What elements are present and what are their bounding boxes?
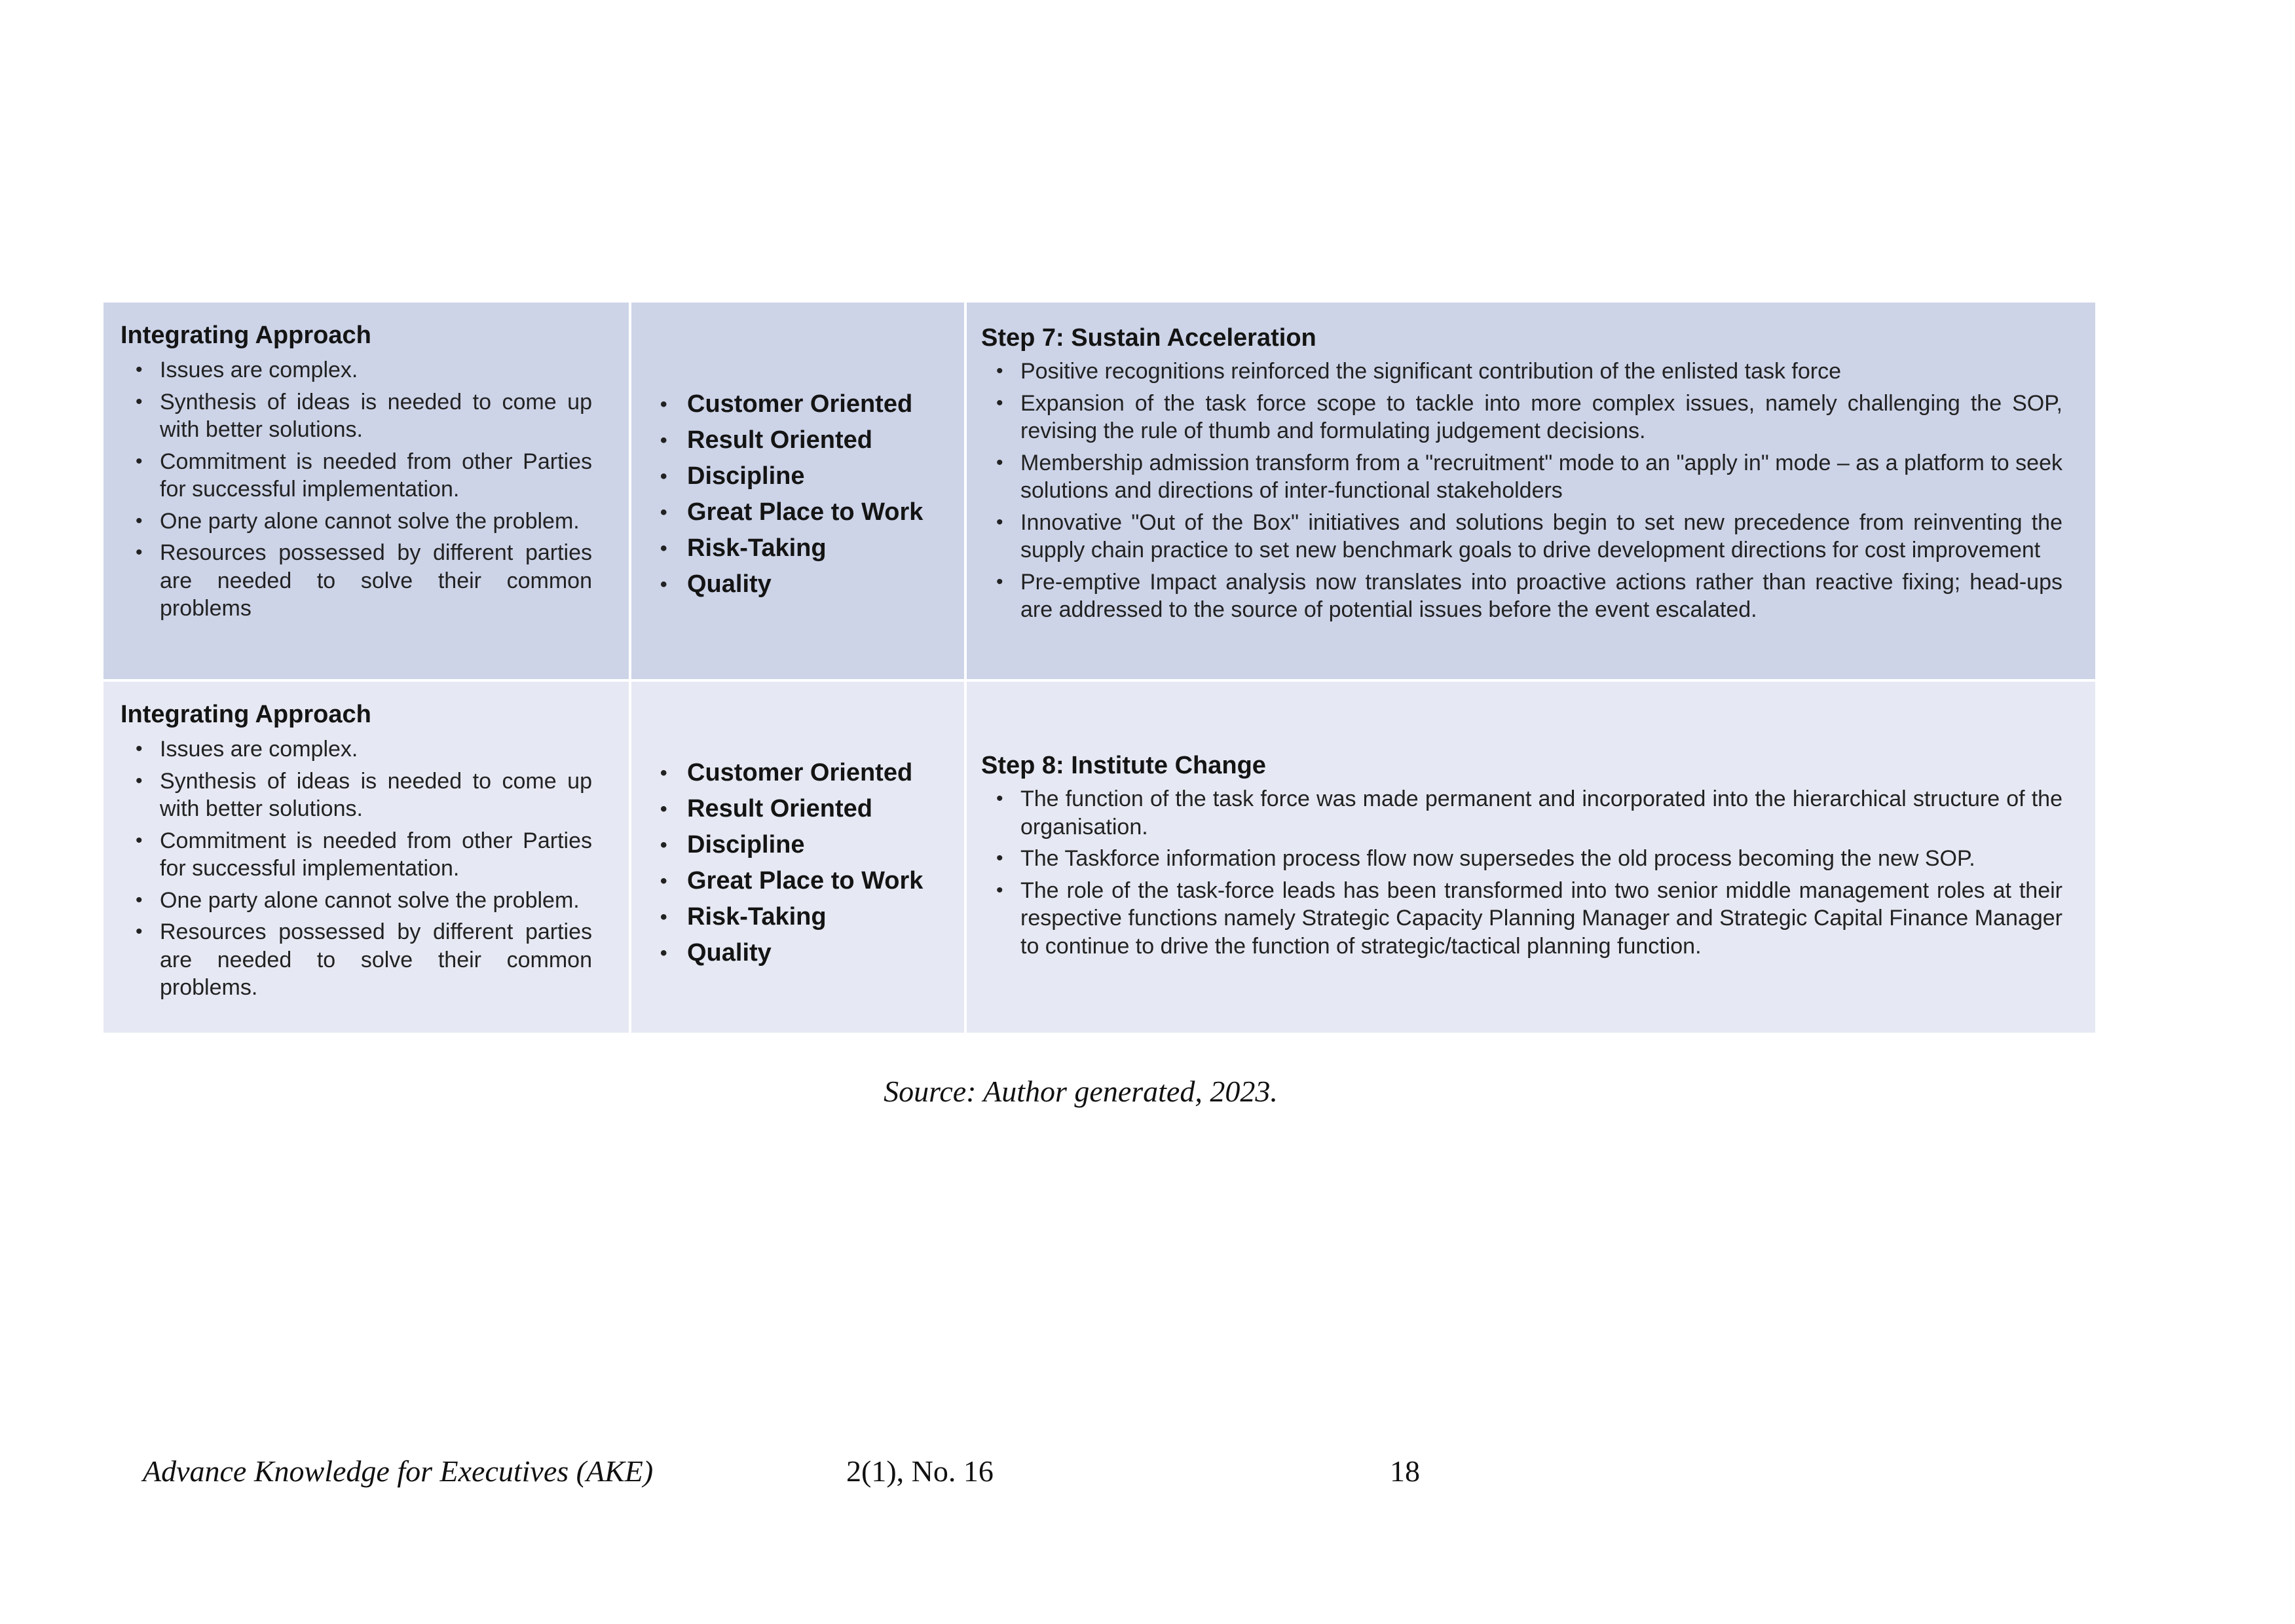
- row1-value-item: • Discipline: [651, 458, 923, 494]
- row2-approach-list: [121, 735, 592, 1002]
- row1-step-bullet: • Membership admission transform from a "recruitment" mode to an "apply in" mode – as a platform to seek solutions and directions of inter-functional stakeholders: [981, 449, 2062, 505]
- row1-step-bullet: • Pre-emptive Impact analysis now translates into proactive actions rather than reactive fixing; head-ups are addressed to the source of potential issues before the event escalated.: [981, 568, 2062, 624]
- row2-value-item: • Discipline: [651, 827, 923, 863]
- row1-approach-heading: Integrating Approach: [121, 322, 371, 349]
- framework-table: [103, 303, 2095, 1033]
- row2-values-cell: [631, 682, 967, 1033]
- row2-approach-heading: Integrating Approach: [121, 701, 371, 728]
- row2-step-bullet: • The role of the task-force leads has been transformed into two senior middle management roles at their respective functions namely Strategic Capacity Planning Manager and Strategic Capital Finance Manager to continue to drive the function of strategic/tactical planning function.: [981, 877, 2062, 961]
- row2-value-item: • Risk-Taking: [651, 899, 923, 935]
- row2-approach-bullet: • Issues are complex.: [121, 735, 592, 764]
- row1-approach-bullet: • Synthesis of ideas is needed to come up with better solutions.: [121, 388, 592, 444]
- row1-step-list: [981, 358, 2062, 624]
- row2-step-bullet: • The function of the task force was made permanent and incorporated into the hierarchical structure of the organisation.: [981, 785, 2062, 841]
- row2-value-item: • Result Oriented: [651, 791, 923, 827]
- row2-approach-bullet: • Synthesis of ideas is needed to come up with better solutions.: [121, 767, 592, 823]
- row2-value-item: • Customer Oriented: [651, 755, 923, 791]
- row1-step-cell: [967, 303, 2095, 682]
- row1-value-item: • Great Place to Work: [651, 494, 923, 530]
- row1-value-item: • Customer Oriented: [651, 386, 923, 422]
- row1-value-item: • Risk-Taking: [651, 530, 923, 566]
- row2-step-list: [981, 785, 2062, 960]
- row2-step-heading: Step 8: Institute Change: [981, 752, 1266, 779]
- row2-value-item: • Great Place to Work: [651, 863, 923, 899]
- row1-values-list: [651, 386, 923, 602]
- footer-journal-name: Advance Knowledge for Executives (AKE): [143, 1454, 654, 1488]
- footer-issue: 2(1), No. 16: [846, 1454, 994, 1488]
- row2-step-bullet: • The Taskforce information process flow now supersedes the old process becoming the new SOP.: [981, 845, 2062, 873]
- row1-approach-bullet: • One party alone cannot solve the problem.: [121, 507, 592, 536]
- row1-value-item: • Result Oriented: [651, 422, 923, 458]
- row2-values-list: [651, 755, 923, 971]
- row1-step-bullet: • Positive recognitions reinforced the significant contribution of the enlisted task force: [981, 358, 2062, 386]
- row1-approach-bullet: • Issues are complex.: [121, 356, 592, 384]
- row2-step-cell: [967, 682, 2095, 1033]
- row1-approach-bullet: • Resources possessed by different parties are needed to solve their common problems: [121, 539, 592, 623]
- row1-approach-bullet: • Commitment is needed from other Parties for successful implementation.: [121, 448, 592, 504]
- row2-approach-bullet: • One party alone cannot solve the problem.: [121, 887, 592, 915]
- row1-approach-cell: [103, 303, 631, 682]
- row1-value-item: • Quality: [651, 566, 923, 602]
- row1-approach-list: [121, 356, 592, 623]
- row2-approach-bullet: • Resources possessed by different parties are needed to solve their common problems.: [121, 918, 592, 1002]
- row2-approach-bullet: • Commitment is needed from other Parties for successful implementation.: [121, 827, 592, 883]
- row1-step-bullet: • Innovative "Out of the Box" initiatives and solutions begin to set new precedence from reinventing the supply chain practice to set new benchmark goals to drive development directions for cost improvement: [981, 509, 2062, 564]
- table-source-caption: Source: Author generated, 2023.: [884, 1075, 1278, 1108]
- row2-approach-cell: [103, 682, 631, 1033]
- row1-step-heading: Step 7: Sustain Acceleration: [981, 324, 1316, 352]
- row2-value-item: • Quality: [651, 935, 923, 971]
- row1-values-cell: [631, 303, 967, 682]
- footer-page-number: 18: [1390, 1454, 1420, 1488]
- row1-step-bullet: • Expansion of the task force scope to tackle into more complex issues, namely challenging the SOP, revising the rule of thumb and formulating judgement decisions.: [981, 390, 2062, 445]
